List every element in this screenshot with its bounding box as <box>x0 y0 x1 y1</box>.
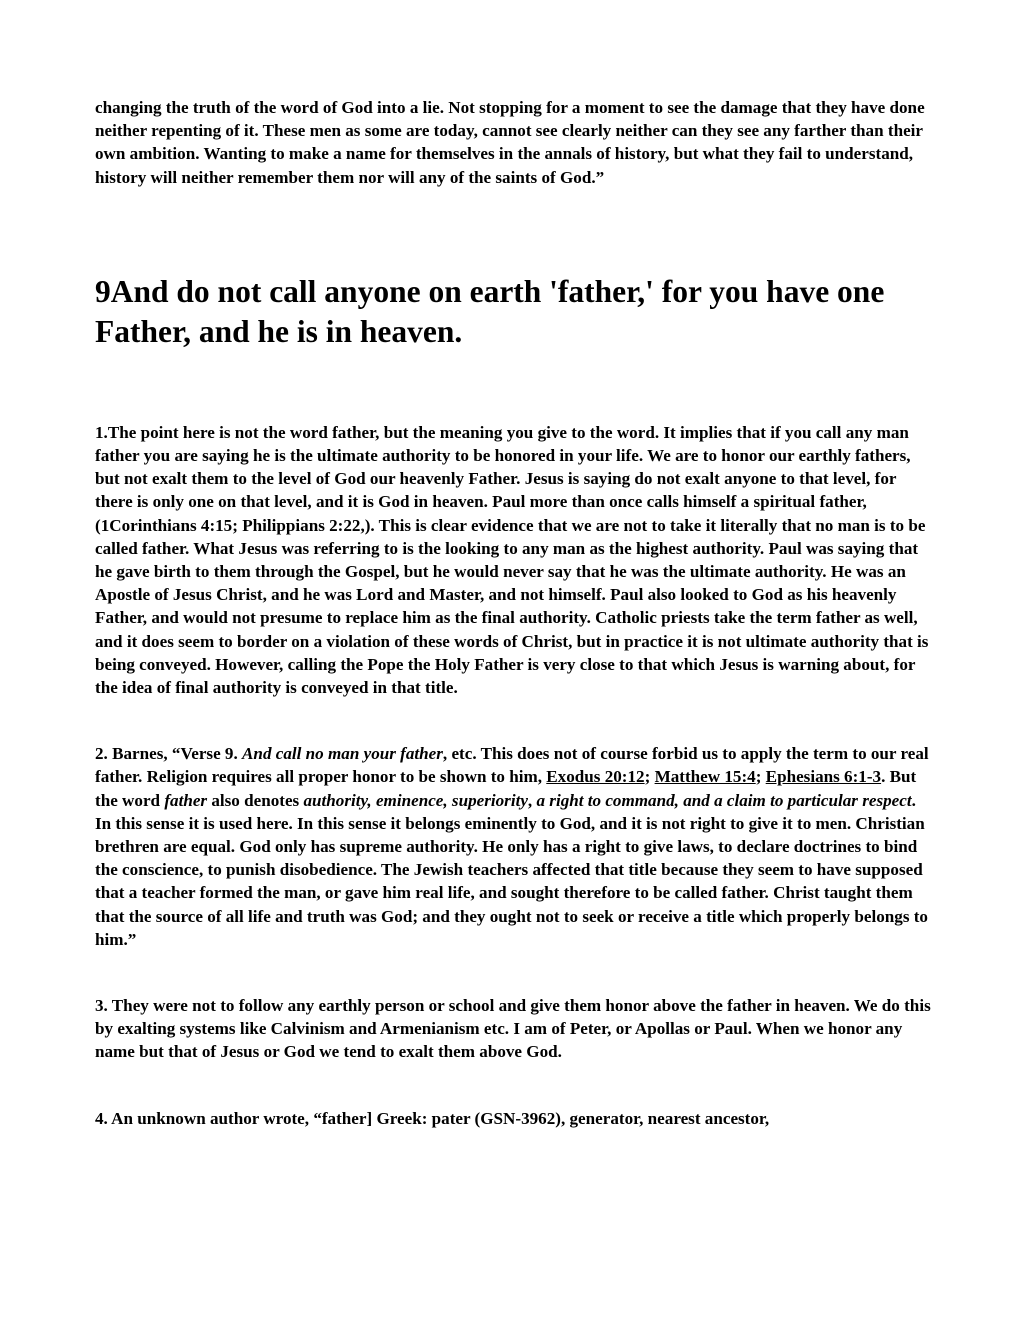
point-2-paragraph <box>95 742 935 951</box>
point-2-italic-verse: And call no man your father <box>242 744 443 764</box>
point-2-italic-authority: authority, eminence, superiority <box>303 790 528 810</box>
point-1-paragraph: 1.The point here is not the word father, but the meaning you give to the word. It implies that if you call any man father you are saying he is the ultimate authority to be honored in your life. We are to honor our earthly fathers, but not exalt them to the level of God our heavenly Father. Jesus is saying do not exalt anyone to that level, for there is only one on that level, and it is God in heaven. Paul more than once calls himself a spiritual father, (1Corinthians 4:15; Philippians 2:22,). This is clear evidence that we are not to take it literally that no man is to be called father. What Jesus was referring to is the looking to any man as the highest authority. Paul was saying that he gave birth to them through the Gospel, but he would never say that he was the ultimate authority. He was an Apostle of Jesus Christ, and he was Lord and Master, and not himself. Paul also looked to God as his heavenly Father, and would not presume to replace him as the final authority. Catholic priests take the term father as well, and it does seem to border on a violation of these words of Christ, but in practice it is not ultimate authority that is being conveyed. However, calling the Pope the Holy Father is very close to that which Jesus is warning about, for the idea of final authority is conveyed in that title. <box>95 422 929 698</box>
point-3-paragraph: 3. They were not to follow any earthly person or school and give them honor above the father in heaven. We do this by exalting systems like Calvinism and Armenianism etc. I am of Peter, or Apollas or Paul. When we honor any name but that of Jesus or God we tend to exalt them above God. <box>95 996 931 1062</box>
point-2-sep-2: ; <box>755 767 766 787</box>
point-2-lead: 2. Barnes, “Verse 9. <box>95 744 243 764</box>
matthew-link[interactable]: Matthew 15:4 <box>654 767 756 787</box>
point-2-sep-1: ; <box>644 767 655 787</box>
point-2-text-2: . But the word <box>95 767 917 810</box>
point-2-text-5: . In this sense it is used here. In this sense it belongs eminently to God, and it is not right to give it to men. Christian brethren are equal. God only has supreme authority. He only has a right to give laws, to declare doctrines to bind the conscience, to punish disobedience. The Jewish teachers affected that title because they seem to have supposed that a teacher formed the man, or gave him real life, and sought therefore to be called father. Christ taught them that the source of all life and truth was God; and they ought not to seek or receive a title which properly belongs to him.” <box>95 790 928 949</box>
point-2-text-3: also denotes <box>207 790 304 810</box>
point-2-text-4: , <box>527 790 537 810</box>
document-page <box>95 96 935 1130</box>
point-2-italic-father: father <box>164 790 208 810</box>
point-2-italic-right: a right to command, and a claim to particular respect <box>536 790 912 810</box>
verse-heading: 9And do not call anyone on earth 'father,' for you have one Father, and he is in heaven. <box>95 273 885 349</box>
exodus-link[interactable]: Exodus 20:12 <box>546 767 645 787</box>
point-4-paragraph: 4. An unknown author wrote, “father] Greek: pater (GSN-3962), generator, nearest ancestor, <box>95 1108 770 1128</box>
point-2-text-1: , etc. This does not of course forbid us to apply the term to our real father. Religion requires all proper honor to be shown to him, <box>95 744 929 787</box>
opening-paragraph: changing the truth of the word of God into a lie. Not stopping for a moment to see the damage that they have done neither repenting of it. These men as some are today, cannot see clearly neither can they see any farther than their own ambition. Wanting to make a name for themselves in the annals of history, but what they fail to understand, history will neither remember them nor will any of the saints of God.” <box>95 98 925 187</box>
ephesians-link[interactable]: Ephesians 6:1-3 <box>765 767 882 787</box>
